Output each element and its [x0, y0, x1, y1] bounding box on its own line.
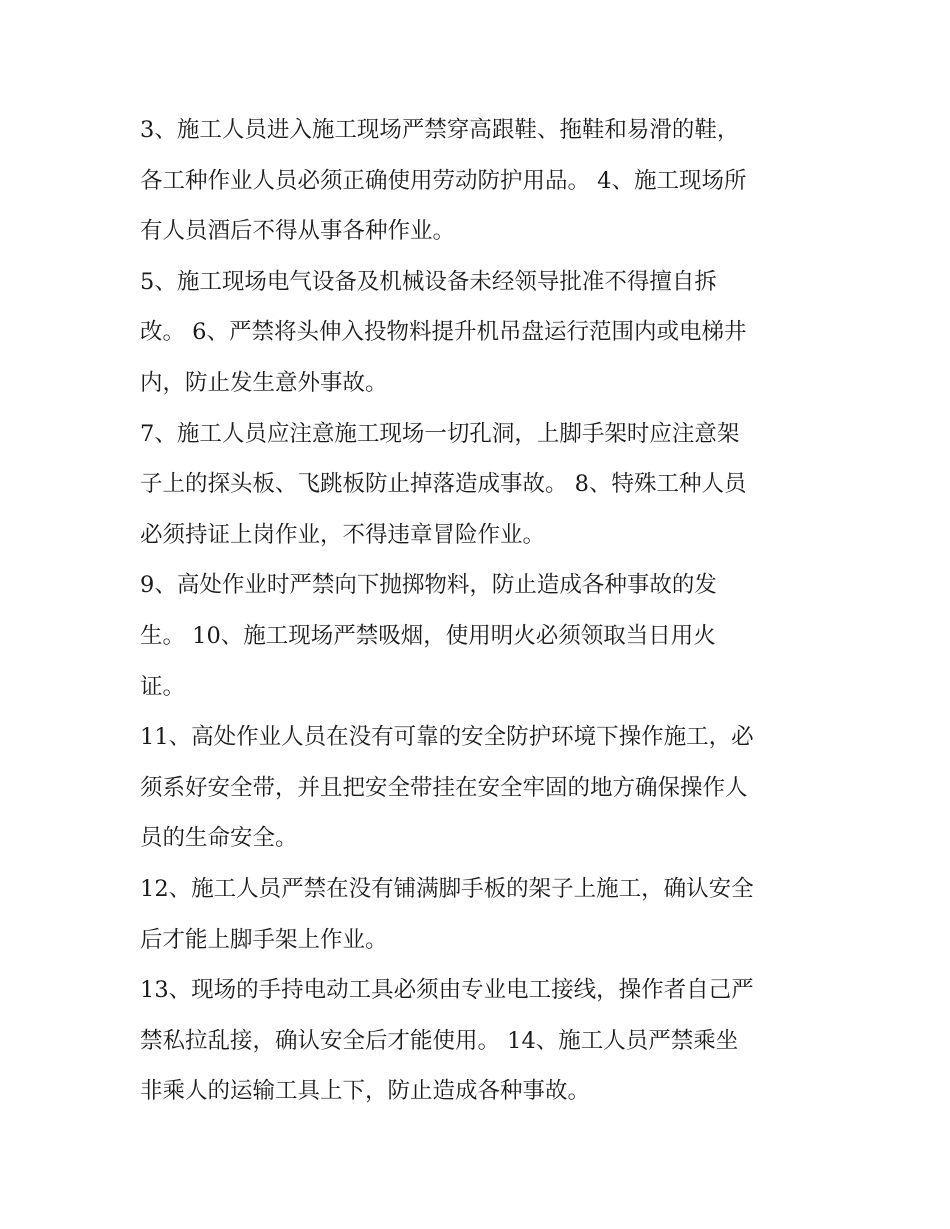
text-line: 生。 10、施工现场严禁吸烟，使用明火必须领取当日用火	[140, 622, 716, 649]
text-line: 13、现场的手持电动工具必须由专业电工接线，操作者自己严	[140, 977, 754, 1004]
paragraph-rule-3-4	[140, 105, 820, 257]
text-line: 子上的探头板、飞跳板防止掉落造成事故。 8、特殊工种人员	[140, 471, 747, 498]
text-line: 各工种作业人员必须正确使用劳动防护用品。 4、施工现场所	[140, 167, 747, 194]
text-line: 12、施工人员严禁在没有铺满脚手板的架子上施工，确认安全	[140, 875, 754, 902]
text-line: 3、施工人员进入施工现场严禁穿高跟鞋、拖鞋和易滑的鞋，	[140, 117, 740, 143]
document-body	[140, 105, 820, 1117]
text-line: 内，防止发生意外事故。	[140, 369, 388, 396]
text-line: 禁私拉乱接，确认安全后才能使用。 14、施工人员严禁乘坐	[140, 1027, 739, 1054]
paragraph-rule-7-8	[140, 409, 820, 561]
text-line: 须系好安全带，并且把安全带挂在安全牢固的地方确保操作人	[140, 774, 748, 801]
text-line: 改。 6、严禁将头伸入投物料提升机吊盘运行范围内或电梯井	[140, 319, 747, 346]
text-line: 7、施工人员应注意施工现场一切孔洞，上脚手架时应注意架	[140, 420, 740, 447]
text-line: 非乘人的运输工具上下，防止造成各种事故。	[140, 1078, 591, 1105]
paragraph-rule-5-6	[140, 257, 820, 409]
paragraph-rule-11	[140, 712, 820, 864]
text-line: 证。	[140, 673, 186, 700]
text-line: 必须持证上岗作业，不得违章冒险作业。	[140, 521, 546, 548]
text-line: 有人员酒后不得从事各种作业。	[140, 218, 456, 245]
paragraph-rule-13-14	[140, 965, 820, 1117]
paragraph-rule-9-10	[140, 560, 820, 712]
text-line: 员的生命安全。	[140, 825, 298, 852]
text-line: 9、高处作业时严禁向下抛掷物料，防止造成各种事故的发	[140, 572, 717, 599]
text-line: 11、高处作业人员在没有可靠的安全防护环境下操作施工，必	[140, 724, 754, 751]
text-line: 后才能上脚手架上作业。	[140, 926, 388, 953]
paragraph-rule-12	[140, 864, 820, 965]
text-line: 5、施工现场电气设备及机械设备未经领导批准不得擅自拆	[140, 268, 717, 295]
